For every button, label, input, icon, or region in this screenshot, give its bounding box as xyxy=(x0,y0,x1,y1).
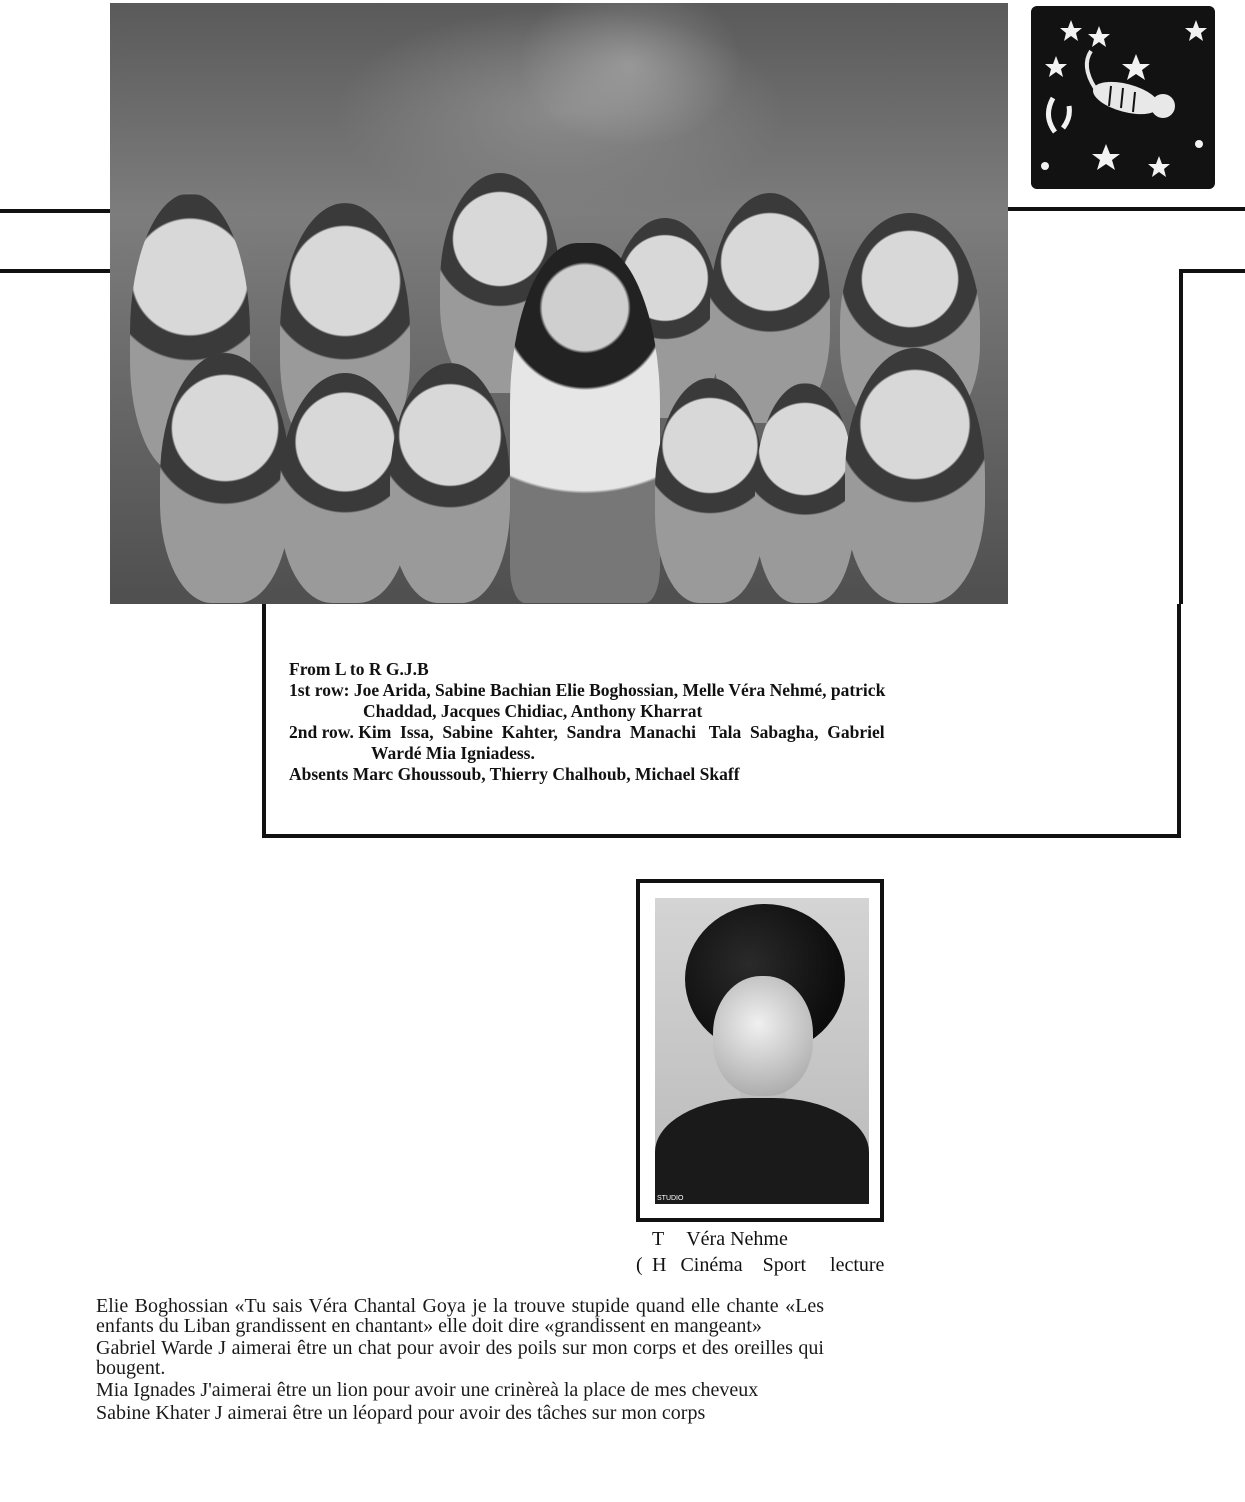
row1-label: 1st row: xyxy=(289,680,350,700)
quote-paragraph: Mia Ignades J'aimerai être un lion pour avoir une crinèreà la place de mes cheveux xyxy=(96,1379,759,1401)
caption-absents xyxy=(289,764,1034,785)
portrait-frame xyxy=(636,879,884,1222)
quote-paragraph: Sabine Khater J aimerai être un léopard pour avoir des tâches sur mon corps xyxy=(96,1401,706,1424)
caption-row2 xyxy=(289,722,1034,743)
right-rule-top xyxy=(1008,207,1245,211)
teacher-portrait xyxy=(655,898,869,1204)
teacher-name: Véra Nehme xyxy=(686,1228,788,1250)
teacher-hobbies-row xyxy=(636,1252,884,1278)
child-figure xyxy=(160,353,290,603)
hobby-reading: lecture xyxy=(830,1254,885,1276)
t-mark xyxy=(636,1226,652,1252)
row2-text-b: Wardé Mia Igniadess. xyxy=(371,743,535,763)
group-photo xyxy=(110,3,1008,604)
child-figure xyxy=(845,348,985,603)
row2-label: 2nd row. xyxy=(289,722,354,742)
h-label: H xyxy=(652,1254,667,1276)
right-rule-vertical xyxy=(1179,269,1183,604)
caption-row1 xyxy=(289,680,1034,701)
left-rule-bottom xyxy=(0,269,110,273)
teacher-figure xyxy=(510,243,660,603)
hobby-sport: Sport xyxy=(762,1254,807,1276)
caption-heading: From L to R G.J.B xyxy=(289,659,429,679)
student-quotes xyxy=(96,1297,824,1426)
left-rule-top xyxy=(0,209,110,213)
photo-caption xyxy=(289,659,1034,785)
row2-text-a: Kim Issa, Sabine Kahter, Sandra Manachi Tala Sabagha, Gabriel xyxy=(358,722,885,742)
child-figure xyxy=(655,378,765,603)
row1-text-a: Joe Arida, Sabine Bachian Elie Boghossian, Melle Véra Nehmé, patrick xyxy=(353,680,886,700)
hobby-cinema: Cinéma xyxy=(680,1254,743,1276)
child-figure xyxy=(390,363,510,603)
quote-paragraph: Elie Boghossian «Tu sais Véra Chantal Goya je la trouve stupide quand elle chante «Les enfants du Liban grandissent en chantant» elle doit dire «grandissent en mangeant» xyxy=(96,1295,824,1337)
row1-text-b: Chaddad, Jacques Chidiac, Anthony Kharrat xyxy=(363,701,703,721)
quote-paragraph: Gabriel Warde J aimerai être un chat pour avoir des poils sur mon corps et des oreilles qui bougent. xyxy=(96,1337,824,1379)
child-figure xyxy=(755,383,855,603)
absents-label: Absents xyxy=(289,764,349,784)
studio-stamp: STUDIO xyxy=(657,1195,684,1202)
right-rule-bottom xyxy=(1181,269,1245,273)
teacher-name-row xyxy=(636,1226,884,1252)
bracket-mark: ( xyxy=(636,1254,643,1276)
absents-text: Marc Ghoussoub, Thierry Chalhoub, Michael Skaff xyxy=(352,764,740,784)
teacher-info xyxy=(636,1226,884,1278)
star-moon-icon xyxy=(1031,6,1215,189)
portrait-body xyxy=(655,1098,869,1204)
t-label: T xyxy=(652,1228,665,1250)
zodiac-emblem xyxy=(1031,6,1215,189)
portrait-face xyxy=(713,976,813,1096)
